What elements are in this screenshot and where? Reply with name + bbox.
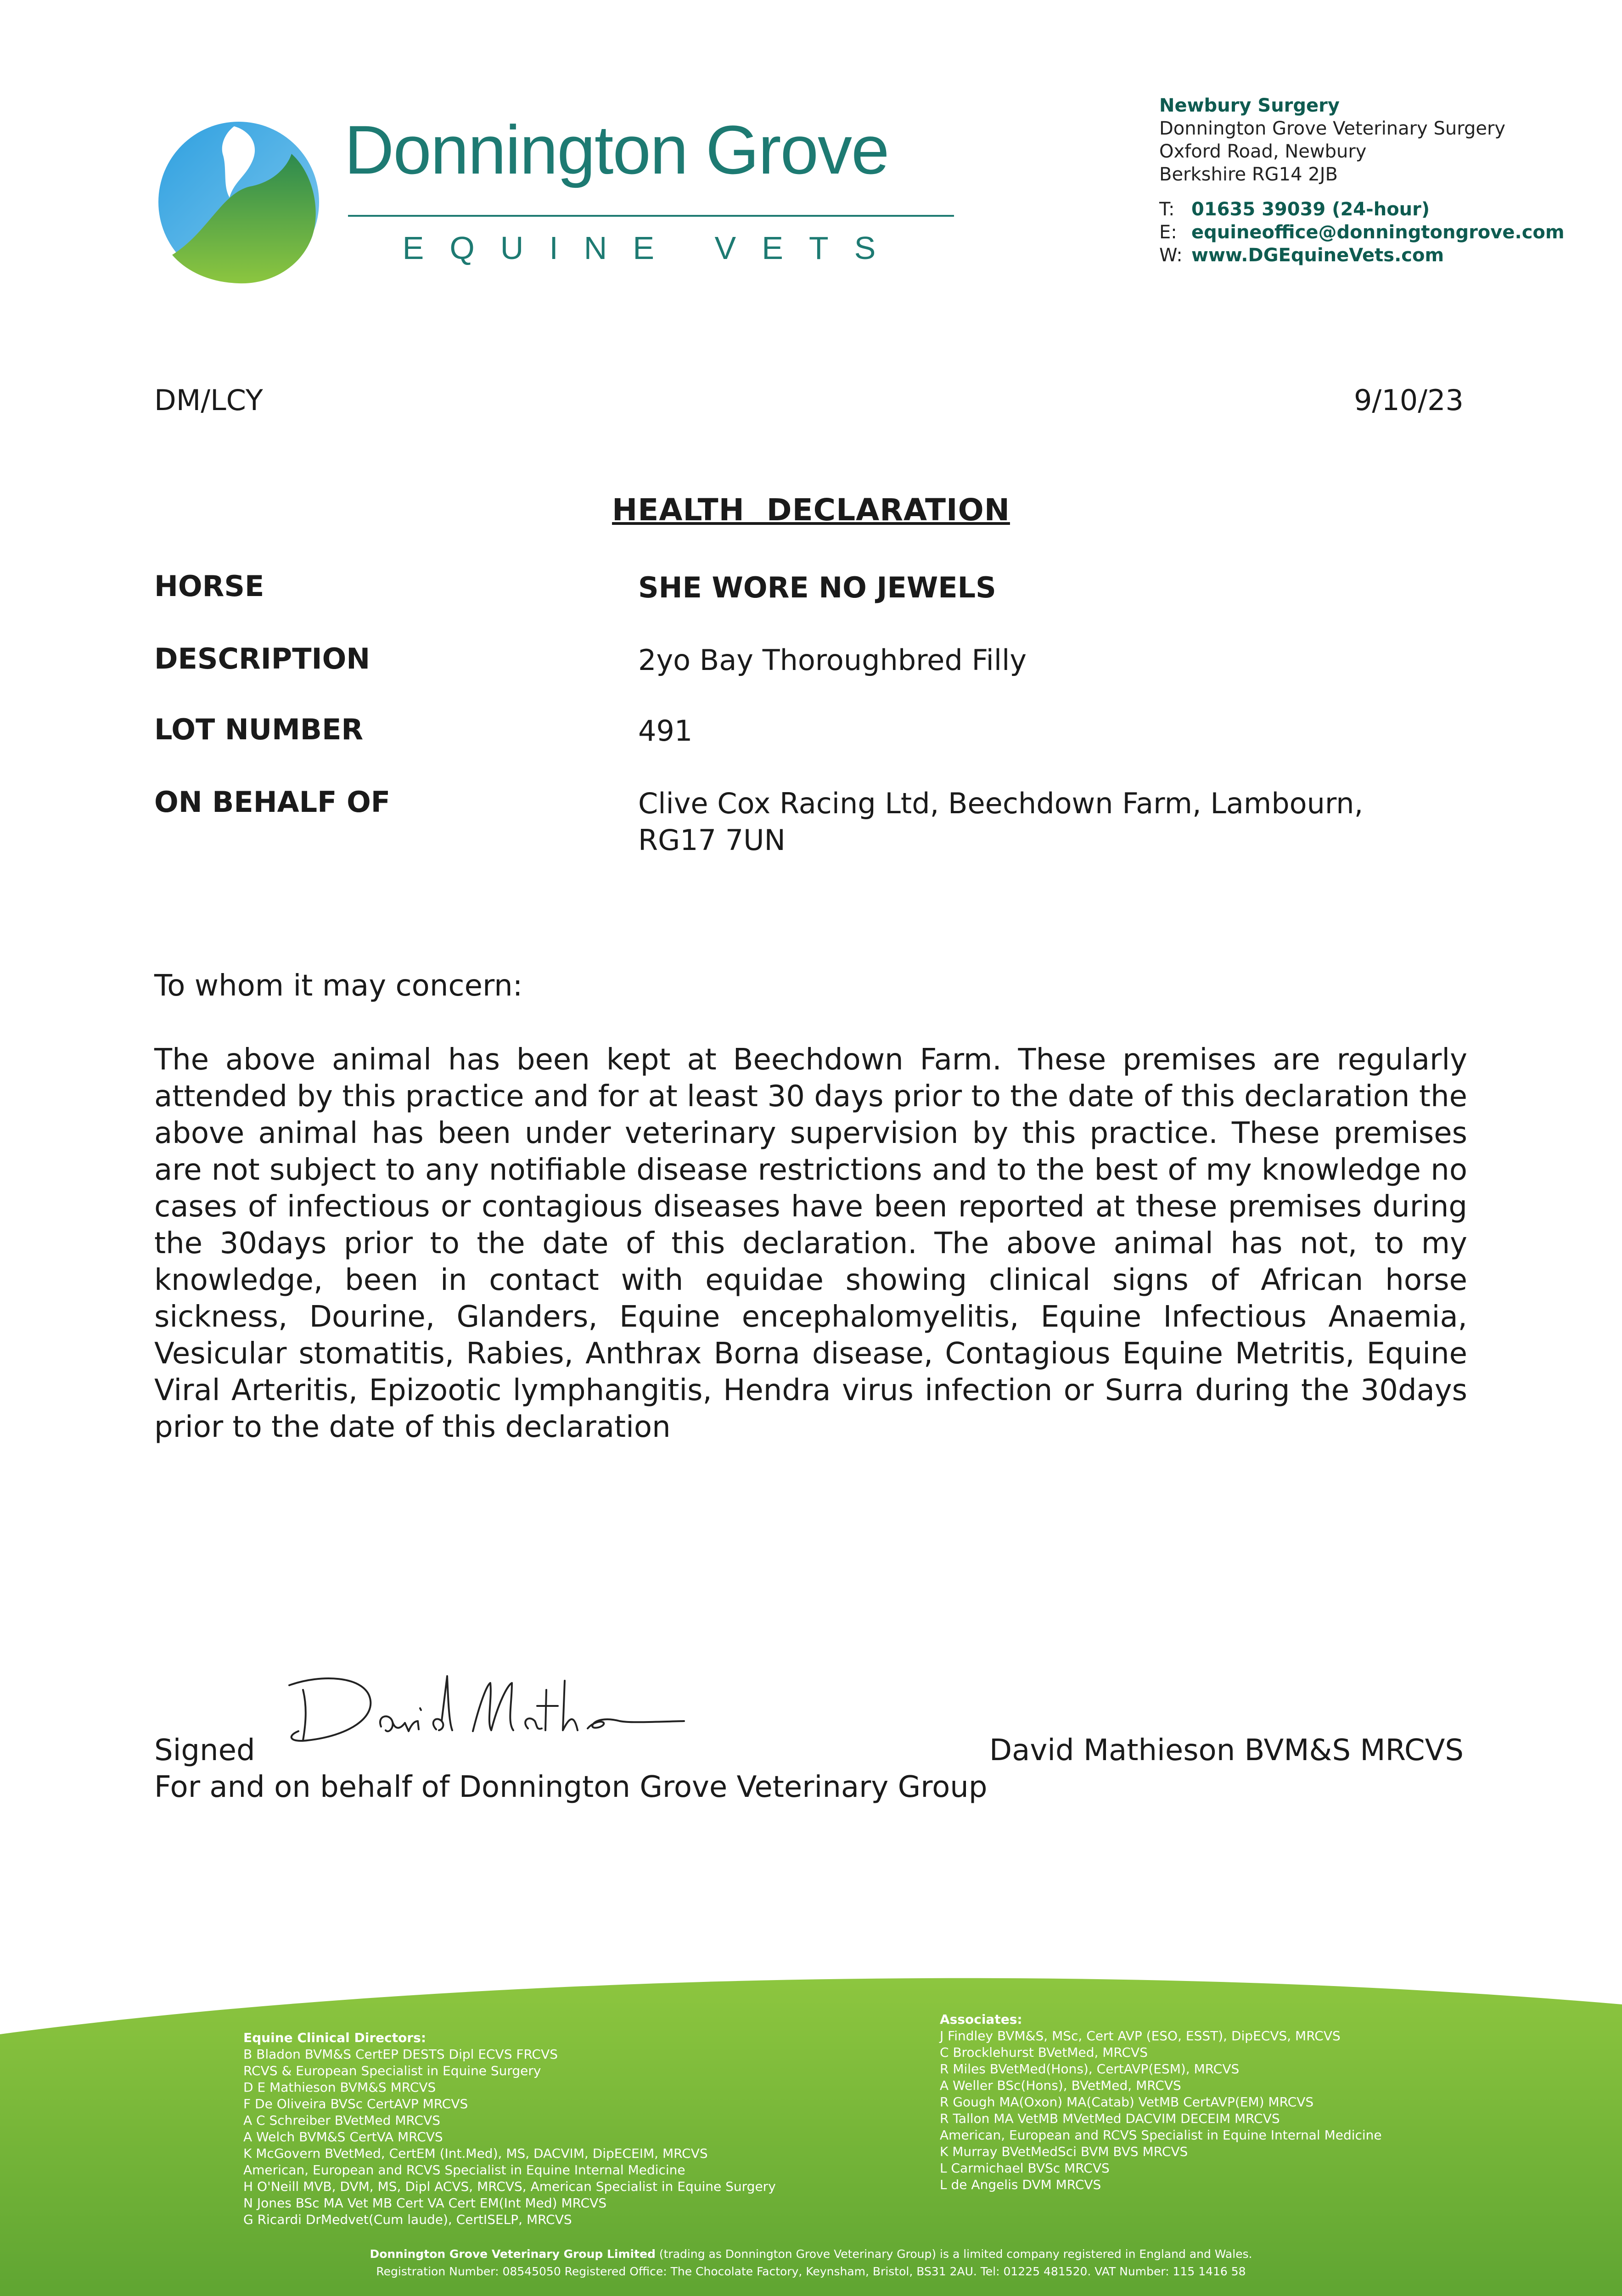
director-entry: B Bladon BVM&S CertEP DESTS Dipl ECVS FRCVS [243, 2047, 558, 2062]
date: 9/10/23 [1353, 383, 1464, 417]
document-title: HEALTH DECLARATION [612, 492, 1010, 528]
director-entry: N Jones BSc MA Vet MB Cert VA Cert EM(Int Med) MRCVS [243, 2195, 607, 2211]
directors-heading: Equine Clinical Directors: [243, 2030, 427, 2045]
associates-list [940, 2011, 1382, 2193]
address-line: Oxford Road, Newbury [1159, 141, 1367, 162]
on-behalf-line: RG17 7UN [638, 823, 786, 857]
reference: DM/LCY [154, 383, 263, 417]
director-entry: RCVS & European Specialist in Equine Surgery [243, 2063, 541, 2078]
horse-value: SHE WORE NO JEWELS [638, 571, 996, 604]
on-behalf-value [638, 785, 1487, 859]
associate-entry: A Weller BSc(Hons), BVetMed, MRCVS [940, 2078, 1181, 2093]
email-address: equineoffice@donningtongrove.com [1191, 222, 1565, 243]
brand-subtitle: EQUINE VETS [402, 230, 902, 266]
associate-entry: C Brocklehurst BVetMed, MRCVS [940, 2045, 1148, 2060]
associates-heading: Associates: [940, 2012, 1022, 2027]
brand-name: Donnington Grove [344, 111, 889, 188]
brand-divider [348, 215, 954, 217]
on-behalf-label: ON BEHALF OF [154, 785, 391, 819]
company-name: Donnington Grove Veterinary Group Limited [370, 2247, 656, 2261]
director-entry: A Welch BVM&S CertVA MRCVS [243, 2129, 443, 2144]
company-info [0, 2245, 1622, 2280]
company-registration-line [0, 2245, 1622, 2263]
director-entry: K McGovern BVetMed, CertEM (Int.Med), MS, DACVIM, DipECEIM, MRCVS [243, 2146, 708, 2161]
signer-name: David Mathieson BVM&S MRCVS [989, 1733, 1464, 1767]
associate-entry: L de Angelis DVM MRCVS [940, 2177, 1101, 2192]
associate-entry: American, European and RCVS Specialist in Equine Internal Medicine [940, 2127, 1382, 2143]
web-row [1159, 244, 1565, 267]
company-address-line: Registration Number: 08545050 Registered Office: The Chocolate Factory, Keynsham, Bristol, BS31 2AU. Tel: 01225 481520. VAT Number: 115 1416 58 [376, 2265, 1246, 2278]
web-label: W: [1159, 245, 1183, 266]
on-behalf-line: Clive Cox Racing Ltd, Beechdown Farm, Lambourn, [638, 787, 1364, 820]
signed-label: Signed [154, 1733, 255, 1767]
signature-icon [271, 1671, 698, 1763]
horse-label: HORSE [154, 569, 264, 603]
address-line: Berkshire RG14 2JB [1159, 164, 1338, 185]
director-entry: F De Oliveira BVSc CertAVP MRCVS [243, 2096, 468, 2111]
associate-entry: R Gough MA(Oxon) MA(Catab) VetMB CertAVP(EM) MRCVS [940, 2094, 1314, 2110]
associate-entry: K Murray BVetMedSci BVM BVS MRCVS [940, 2144, 1188, 2159]
website: www.DGEquineVets.com [1191, 245, 1444, 266]
logo-icon [154, 117, 324, 287]
associate-entry: R Miles BVetMed(Hons), CertAVP(ESM), MRCVS [940, 2061, 1240, 2077]
directors-list [243, 2030, 776, 2228]
phone-label: T: [1159, 199, 1175, 220]
email-label: E: [1159, 222, 1177, 243]
director-entry: A C Schreiber BVetMed MRCVS [243, 2113, 441, 2128]
associate-entry: L Carmichael BVSc MRCVS [940, 2161, 1110, 2176]
email-row [1159, 221, 1565, 244]
phone-row [1159, 198, 1565, 221]
lot-number-value: 491 [638, 714, 693, 748]
director-entry: H O'Neill MVB, DVM, MS, Dipl ACVS, MRCVS, American Specialist in Equine Surgery [243, 2179, 776, 2194]
description-value: 2yo Bay Thoroughbred Filly [638, 643, 1027, 677]
phone-number: 01635 39039 (24-hour) [1191, 199, 1430, 220]
associate-entry: R Tallon MA VetMB MVetMed DACVIM DECEIM MRCVS [940, 2111, 1280, 2126]
director-entry: American, European and RCVS Specialist in Equine Internal Medicine [243, 2162, 685, 2178]
on-behalf-of-text: For and on behalf of Donnington Grove Veterinary Group [154, 1770, 988, 1804]
salutation: To whom it may concern: [154, 969, 523, 1003]
declaration-body: The above animal has been kept at Beechdown Farm. These premises are regularly attended by this practice and for at least 30 days prior to the date of this declaration the above animal has been under veterinary supervision by this practice. These premises are not subject to any notifiable disease restrictions and to the best of my knowledge no cases of infectious or contagious diseases have been reported at these premises during the 30days prior to the date of this declaration. The above animal has not, to my knowledge, been in contact with equidae showing clinical signs of African horse sickness, Dourine, Glanders, Equine encephalomyelitis, Equine Infectious Anaemia, Vesicular stomatitis, Rabies, Anthrax Borna disease, Contagious Equine Metritis, Equine Viral Arteritis, Epizootic lymphangitis, Hendra virus infection or Surra during the 30days prior to the date of this declaration [154, 1043, 1467, 1444]
surgery-name: Newbury Surgery [1159, 95, 1340, 116]
contact-block [1159, 94, 1565, 267]
director-entry: G Ricardi DrMedvet(Cum laude), CertISELP, MRCVS [243, 2212, 572, 2227]
director-entry: D E Mathieson BVM&S MRCVS [243, 2080, 436, 2095]
lot-number-label: LOT NUMBER [154, 713, 364, 746]
address-line: Donnington Grove Veterinary Surgery [1159, 118, 1506, 139]
description-label: DESCRIPTION [154, 642, 370, 675]
company-line: (trading as Donnington Grove Veterinary Group) is a limited company registered in England and Wales. [655, 2247, 1252, 2261]
associate-entry: J Findley BVM&S, MSc, Cert AVP (ESO, ESST), DipECVS, MRCVS [940, 2028, 1341, 2043]
